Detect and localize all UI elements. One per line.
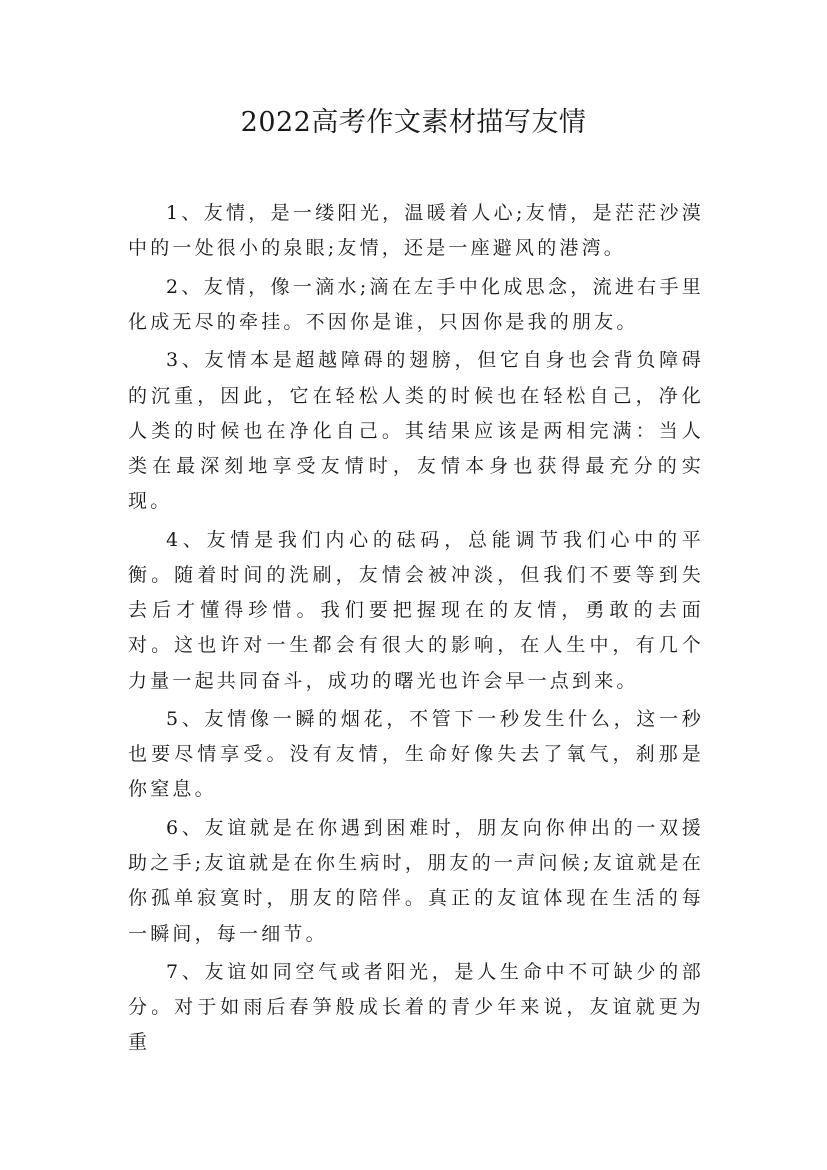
paragraph-7: 7、友谊如同空气或者阳光，是人生命中不可缺少的部分。对于如雨后春笋般成长着的青少年来说，友谊就更为重 [128,961,704,1054]
document-body [128,196,704,1064]
paragraph-6: 6、友谊就是在你遇到困难时，朋友向你伸出的一双援助之手;友谊就是在你生病时，朋友的一声问候;友谊就是在你孤单寂寞时，朋友的陪伴。真正的友谊体现在生活的每一瞬间，每一细节。 [128,816,704,945]
paragraph-5: 5、友情像一瞬的烟花，不管下一秒发生什么，这一秒也要尽情享受。没有友情，生命好像失去了氧气，刹那是你窒息。 [128,708,704,801]
paragraph-3: 3、友情本是超越障碍的翅膀，但它自身也会背负障碍的沉重，因此，它在轻松人类的时候也在轻松自己，净化人类的时候也在净化自己。其结果应该是两相完满：当人类在最深刻地享受友情时，友情本身也获得最充分的实现。 [128,349,704,513]
paragraph-1: 1、友情，是一缕阳光，温暖着人心;友情，是茫茫沙漠中的一处很小的泉眼;友情，还是一座避风的港湾。 [128,202,704,260]
paragraph-4: 4、友情是我们内心的砝码，总能调节我们心中的平衡。随着时间的洗刷，友情会被冲淡，但我们不要等到失去后才懂得珍惜。我们要把握现在的友情，勇敢的去面对。这也许对一生都会有很大的影响，在人生中，有几个力量一起共同奋斗，成功的曙光也许会早一点到来。 [128,528,704,692]
paragraph-2: 2、友情，像一滴水;滴在左手中化成思念，流进右手里化成无尽的牵挂。不因你是谁，只因你是我的朋友。 [128,275,704,333]
document-title: 2022高考作文素材描写友情 [240,107,587,138]
